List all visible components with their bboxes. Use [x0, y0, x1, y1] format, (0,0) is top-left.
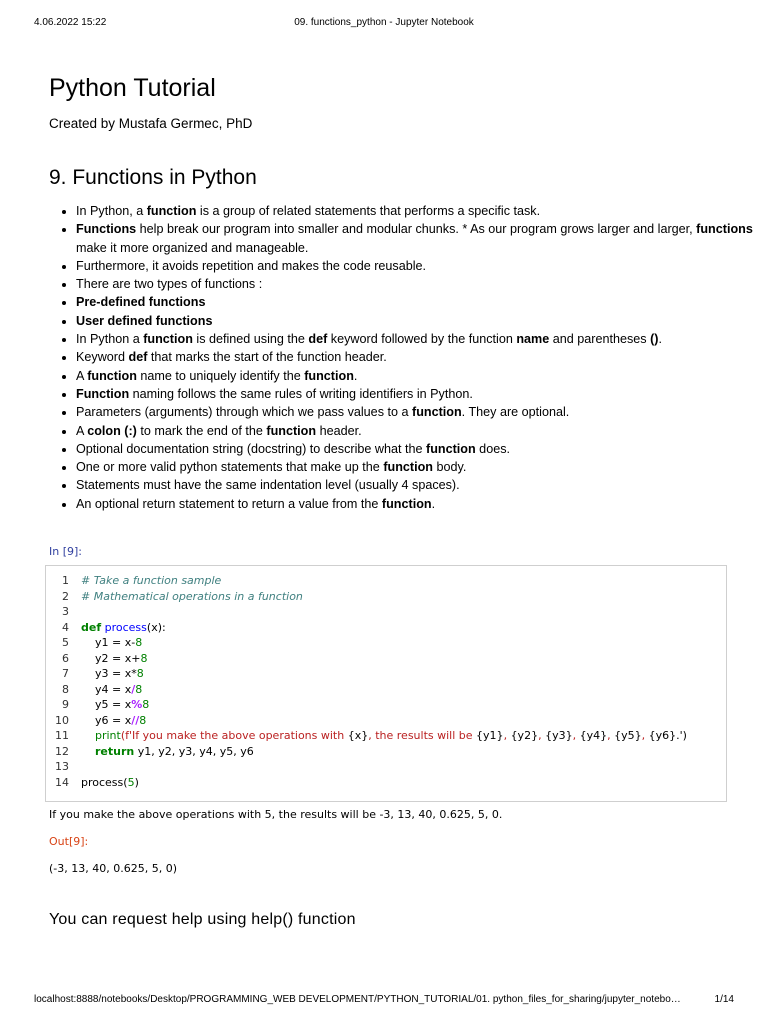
- text: A: [76, 368, 88, 383]
- text: and parentheses: [549, 332, 651, 347]
- code-token: (x):: [146, 620, 166, 634]
- line-number: 13: [55, 760, 69, 773]
- bold-text: (): [650, 332, 659, 347]
- code-token: def: [81, 620, 102, 634]
- bullet-item: [76, 293, 766, 311]
- code-line: [46, 713, 146, 729]
- bold-text: colon (:): [87, 423, 137, 438]
- text: A: [76, 423, 88, 438]
- code-cell[interactable]: [45, 565, 727, 802]
- bold-text: functions: [696, 222, 753, 237]
- code-line: [46, 744, 254, 760]
- text: is defined using the: [192, 332, 309, 347]
- code-line: [46, 682, 142, 698]
- code-line: [46, 728, 687, 744]
- code-token: y5 = x: [81, 698, 132, 711]
- text: to mark the end of the: [136, 423, 267, 438]
- text: An optional return statement to return a value from the: [76, 496, 382, 511]
- bullet-item: [76, 330, 766, 348]
- text: .: [658, 332, 662, 347]
- code-line: [46, 775, 139, 791]
- bullet-list: [48, 202, 766, 513]
- code-token: {y5}: [614, 729, 642, 742]
- code-token: y3 = x*: [81, 667, 137, 680]
- line-number: 4: [62, 620, 69, 634]
- text: .: [431, 496, 436, 511]
- print-page-number: 1/14: [714, 994, 734, 1005]
- line-number: 12: [55, 744, 69, 758]
- code-line: [46, 651, 147, 667]
- text: Furthermore, it avoids repetition and makes the code reusable.: [76, 258, 427, 273]
- cell-output-value: (-3, 13, 40, 0.625, 5, 0): [49, 862, 177, 875]
- text: make it more organized and manageable.: [76, 240, 309, 255]
- text: Keyword: [76, 350, 129, 365]
- line-number: 10: [55, 713, 69, 727]
- line-number: 3: [62, 605, 69, 618]
- bullet-item: [76, 385, 766, 403]
- print-page-title: 09. functions_python - Jupyter Notebook: [294, 17, 474, 28]
- code-token: {x}: [347, 729, 369, 742]
- text: There are two types of functions :: [76, 277, 263, 292]
- text: is a group of related statements that performs a specific task.: [196, 204, 541, 218]
- code-token: y2 = x+: [81, 651, 141, 665]
- code-token: process(: [81, 775, 128, 789]
- bold-text: def: [128, 350, 148, 365]
- input-prompt: In [9]:: [49, 545, 82, 558]
- bold-text: Function: [76, 386, 130, 401]
- code-token: %: [131, 698, 143, 711]
- bullet-item: [76, 367, 766, 385]
- code-token: 8: [135, 682, 143, 696]
- text: help break our program into smaller and modular chunks. * As our program grows larger and larger,: [136, 222, 697, 237]
- code-line: [46, 635, 142, 651]
- code-token: {y4}: [579, 729, 608, 742]
- text: In Python, a: [76, 204, 147, 218]
- text: Statements must have the same indentation level (usually 4 spaces).: [76, 478, 460, 493]
- text: Optional documentation string (docstring) to describe what the: [76, 441, 427, 456]
- text: .: [353, 368, 358, 383]
- code-token: 8: [135, 636, 143, 649]
- code-line: [46, 759, 81, 775]
- bullet-item: [76, 403, 766, 421]
- text: In Python a: [76, 332, 144, 347]
- bold-text: function: [381, 496, 432, 511]
- text: . They are optional.: [461, 405, 570, 420]
- code-token: y1 = x-: [81, 636, 136, 649]
- code-token: {y2}: [510, 729, 539, 742]
- bold-text: User defined functions: [76, 313, 213, 328]
- bold-text: Functions: [76, 222, 137, 237]
- code-token: y4 = x: [81, 682, 132, 696]
- line-number: 8: [62, 682, 69, 696]
- text: header.: [316, 423, 362, 438]
- code-token: # Take a function sample: [81, 574, 222, 587]
- bullet-item: [76, 476, 766, 494]
- code-token: ,: [572, 729, 580, 742]
- code-token: ,: [641, 729, 649, 742]
- bold-text: def: [308, 332, 328, 347]
- line-number: 11: [55, 729, 69, 742]
- bullet-item: [76, 220, 766, 257]
- code-token: .'): [676, 729, 687, 742]
- print-date: 4.06.2022 15:22: [34, 17, 107, 28]
- bullet-item: [76, 312, 766, 330]
- text: does.: [475, 441, 510, 456]
- bullet-item: [76, 202, 766, 220]
- bullet-item: [76, 495, 766, 513]
- text: One or more valid python statements that make up the: [76, 460, 384, 475]
- cell-stdout: If you make the above operations with 5, the results will be -3, 13, 40, 0.625, 5, 0.: [49, 808, 503, 821]
- bullet-item: [76, 257, 766, 275]
- bold-text: function: [266, 423, 317, 438]
- code-line: [46, 697, 149, 713]
- text: keyword followed by the function: [327, 332, 517, 347]
- line-number: 5: [62, 636, 69, 649]
- line-number: 1: [62, 574, 69, 587]
- code-token: 8: [139, 713, 147, 727]
- text: naming follows the same rules of writing identifiers in Python.: [129, 386, 473, 401]
- bold-text: function: [383, 460, 433, 475]
- bold-text: name: [516, 332, 550, 347]
- code-token: [81, 745, 95, 758]
- line-number: 9: [62, 698, 69, 711]
- line-number: 14: [55, 775, 69, 789]
- line-number: 2: [62, 589, 69, 603]
- bullet-item: [76, 422, 766, 440]
- code-line: [46, 620, 166, 636]
- print-url: localhost:8888/notebooks/Desktop/PROGRAMMING_WEB DEVELOPMENT/PYTHON_TUTORIAL/01. python_files_for_sharing/jupyter_notebo…: [34, 994, 681, 1005]
- bullet-item: [76, 275, 766, 293]
- line-number: 7: [62, 667, 69, 680]
- code-token: {y3}: [545, 729, 573, 742]
- text: that marks the start of the function header.: [147, 350, 387, 365]
- section-heading: 9. Functions in Python: [49, 166, 257, 189]
- code-token: y1, y2, y3, y4, y5, y6: [134, 744, 254, 758]
- output-prompt: Out[9]:: [49, 835, 89, 848]
- code-token: ,: [538, 729, 546, 742]
- code-token: [81, 729, 95, 742]
- code-token: 8: [142, 698, 150, 711]
- bullet-item: [76, 458, 766, 476]
- code-token: ,: [607, 729, 615, 742]
- text: body.: [432, 460, 467, 475]
- code-token: 8: [136, 667, 144, 680]
- bold-text: function: [412, 405, 462, 420]
- author-byline: Created by Mustafa Germec, PhD: [49, 116, 253, 131]
- code-token: 8: [140, 651, 148, 665]
- code-token: ): [134, 775, 139, 789]
- code-line: [46, 666, 144, 682]
- bold-text: function: [426, 441, 476, 456]
- bullet-item: [76, 440, 766, 458]
- code-token: process: [104, 620, 147, 634]
- bold-text: function: [146, 204, 197, 218]
- code-line: [46, 604, 81, 620]
- code-token: //: [131, 713, 140, 727]
- text: name to uniquely identify the: [136, 368, 305, 383]
- code-token: # Mathematical operations in a function: [81, 589, 303, 603]
- page-title: Python Tutorial: [49, 74, 216, 102]
- bold-text: function: [304, 368, 354, 383]
- bold-text: Pre-defined functions: [76, 295, 206, 310]
- line-number: 6: [62, 651, 69, 665]
- code-token: {y1}: [476, 729, 504, 742]
- code-token: , the results will be: [368, 729, 477, 742]
- code-line: [46, 589, 303, 605]
- code-token: 5: [127, 775, 135, 789]
- code-token: print: [95, 729, 121, 742]
- code-token: (f'If you make the above operations with: [120, 729, 348, 742]
- code-line: [46, 573, 221, 589]
- code-token: ,: [503, 729, 511, 742]
- text: Parameters (arguments) through which we pass values to a: [76, 405, 412, 420]
- code-token: {y6}: [648, 729, 677, 742]
- code-token: return: [95, 744, 135, 758]
- code-token: y6 = x: [81, 713, 132, 727]
- bold-text: function: [143, 332, 193, 347]
- code-token: /: [131, 682, 136, 696]
- bold-text: function: [87, 368, 137, 383]
- bullet-item: [76, 348, 766, 366]
- next-section-heading: You can request help using help() function: [49, 911, 356, 928]
